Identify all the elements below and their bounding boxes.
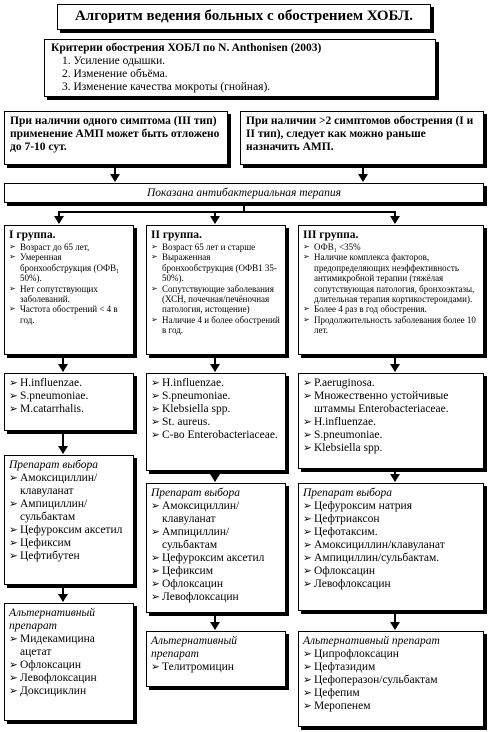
- pathogen: ➢ Klebsiella spp.: [303, 442, 479, 455]
- drug: ➢ Цефтриаксон: [303, 513, 479, 526]
- criteria-box: [44, 39, 436, 97]
- pathogen: ➢ P.aeruginosa.: [303, 377, 479, 390]
- pathogen: ➢ H.influenzae.: [9, 377, 129, 390]
- arrow: [62, 431, 64, 453]
- drug: ➢ Цефоперазон/сульбактам: [303, 674, 479, 687]
- drug: ➢ Меропенем: [303, 700, 479, 713]
- drug: ➢ Амоксициллин/клавуланат: [9, 472, 129, 498]
- drug: ➢ Цефепим: [303, 687, 479, 700]
- group1-criteria-box: [4, 225, 134, 355]
- criterion: ➢ Возраст до 65 лет,: [9, 242, 129, 252]
- drug: ➢ Цефуроксим натрия: [303, 500, 479, 513]
- drug: ➢ Левофлоксацин: [9, 672, 129, 685]
- choice-title: Препарат выбора: [303, 487, 393, 499]
- group2-choice-box: [146, 483, 286, 613]
- arrow: [362, 165, 364, 181]
- drug: ➢ Ампициллин/сульбактам.: [303, 552, 479, 565]
- arrow: [214, 471, 216, 481]
- group-title: I группа.: [9, 229, 56, 241]
- drug: ➢ Цефиксим: [9, 537, 129, 550]
- pathogen: ➢ S.pneumoniae.: [303, 429, 479, 442]
- connector: [58, 211, 396, 213]
- criteria-item: 1. Усиление одышки.: [62, 55, 166, 67]
- therapy-box: Показана антибактериальная терапия: [4, 183, 484, 203]
- drug: ➢ Офлоксацин: [9, 659, 129, 672]
- multi-symptom-box: При наличии >2 симптомов обострения (I и II тип), следует как можно раньше назначить АМП.: [240, 111, 484, 165]
- drug: ➢ Левофлоксацин: [303, 578, 479, 591]
- pathogen: ➢ H.influenzae.: [303, 416, 479, 429]
- criterion: ➢ Наличие комплекса факторов, предопределяющих неэффективность антимикробной терапии (тяжёлая сопутствующая патология, бронхоэктазы, длительная терапия кортикостероидами).: [303, 252, 479, 304]
- arrow: [114, 165, 116, 181]
- criterion: ➢ Выраженная бронхообструкция (ОФВ1 35-50%).: [151, 252, 281, 283]
- drug: ➢ Доксициклин: [9, 685, 129, 698]
- criterion: ➢ ОФВ₁ <35%: [303, 242, 479, 252]
- group3-criteria-box: [298, 225, 484, 355]
- pathogen: ➢ St. aureus.: [151, 416, 281, 429]
- alt-title: Альтернативный препарат: [9, 607, 96, 632]
- group3-pathogens-box: [298, 373, 484, 469]
- arrow: [214, 211, 216, 223]
- arrow: [394, 611, 396, 629]
- arrow: [394, 469, 396, 481]
- criterion: ➢ Нет сопутствующих заболеваний.: [9, 284, 129, 305]
- group3-alt-box: [298, 631, 484, 727]
- group2-alt-box: [146, 631, 286, 687]
- drug: ➢ Мидекамицина ацетат: [9, 633, 129, 659]
- choice-title: Препарат выбора: [9, 459, 99, 471]
- page-title: Алгоритм ведения больных с обострением ХОБЛ.: [57, 4, 431, 30]
- drug: ➢ Цефтазидим: [303, 661, 479, 674]
- drug: ➢ Ампициллин/сульбактам: [151, 526, 281, 552]
- alt-title: Альтернативный препарат: [151, 635, 238, 660]
- pathogen: ➢ С-во Enterobacteriaceae.: [151, 429, 281, 442]
- group1-choice-box: [4, 455, 134, 585]
- pathogen: ➢ Klebsiella spp.: [151, 403, 281, 416]
- pathogen: ➢ M.catarrhalis.: [9, 403, 129, 416]
- drug: ➢ Цефиксим: [151, 565, 281, 578]
- drug: ➢ Цефтибутен: [9, 550, 129, 563]
- arrow: [58, 211, 60, 223]
- arrow: [62, 585, 64, 601]
- drug: ➢ Ципрофлоксацин: [303, 648, 479, 661]
- criterion: ➢ Возраст 65 лет и старше: [151, 242, 281, 252]
- drug: ➢ Амоксициллин/клавуланат: [151, 500, 281, 526]
- drug: ➢ Телитромицин: [151, 661, 281, 674]
- single-symptom-box: При наличии одного симптома (III тип) применение АМП может быть отложено до 7-10 сут.: [4, 111, 228, 165]
- drug: ➢ Левофлоксацин: [151, 591, 281, 604]
- drug: ➢ Цефуроксим аксетил: [151, 552, 281, 565]
- group2-pathogens-box: [146, 373, 286, 471]
- drug: ➢ Офлоксацин: [151, 578, 281, 591]
- pathogen: ➢ Множественно устойчивые штаммы Enterobacteriaceae.: [303, 390, 479, 416]
- drug: ➢ Офлоксацин: [303, 565, 479, 578]
- group1-alt-box: [4, 603, 134, 721]
- criterion: ➢ Продолжительность заболевания более 10 лет.: [303, 315, 479, 336]
- arrow: [214, 355, 216, 371]
- criterion: ➢ Более 4 раз в год обострения.: [303, 304, 479, 314]
- drug: ➢ Цефотаксим.: [303, 526, 479, 539]
- drug: ➢ Амоксициллин/клавуланат: [303, 539, 479, 552]
- drug: ➢ Ампициллин/сульбактам: [9, 498, 129, 524]
- criteria-item: 3. Изменение качества мокроты (гнойная).: [62, 81, 271, 93]
- connector: [243, 203, 245, 212]
- criteria-heading: Критерии обострения ХОБЛ по N. Anthonisen (2003): [51, 42, 322, 54]
- arrow: [394, 355, 396, 371]
- group-title: III группа.: [303, 229, 359, 241]
- arrow: [394, 211, 396, 223]
- arrow: [62, 355, 64, 371]
- pathogen: ➢ H.influenzae.: [151, 377, 281, 390]
- criteria-item: 2. Изменение объёма.: [62, 68, 168, 80]
- pathogen: ➢ S.pneumoniae.: [9, 390, 129, 403]
- group-title: II группа.: [151, 229, 202, 241]
- alt-title: Альтернативный препарат: [303, 635, 440, 647]
- drug: ➢ Цефуроксим аксетил: [9, 524, 129, 537]
- criterion: ➢ Умеренная бронхообструкция (ОФВ₁ 50%).: [9, 252, 129, 283]
- criterion: ➢ Частота обострений < 4 в год.: [9, 304, 129, 325]
- group3-choice-box: [298, 483, 484, 611]
- arrow: [214, 613, 216, 629]
- group2-criteria-box: [146, 225, 286, 355]
- group1-pathogens-box: [4, 373, 134, 431]
- choice-title: Препарат выбора: [151, 487, 241, 499]
- criterion: ➢ Наличие 4 и более обострений в год.: [151, 315, 281, 336]
- pathogen: ➢ S.pneumoniae.: [151, 390, 281, 403]
- criterion: ➢ Сопутствующие заболевания (ХСН, почечная/печёночная патология, истощение): [151, 284, 281, 315]
